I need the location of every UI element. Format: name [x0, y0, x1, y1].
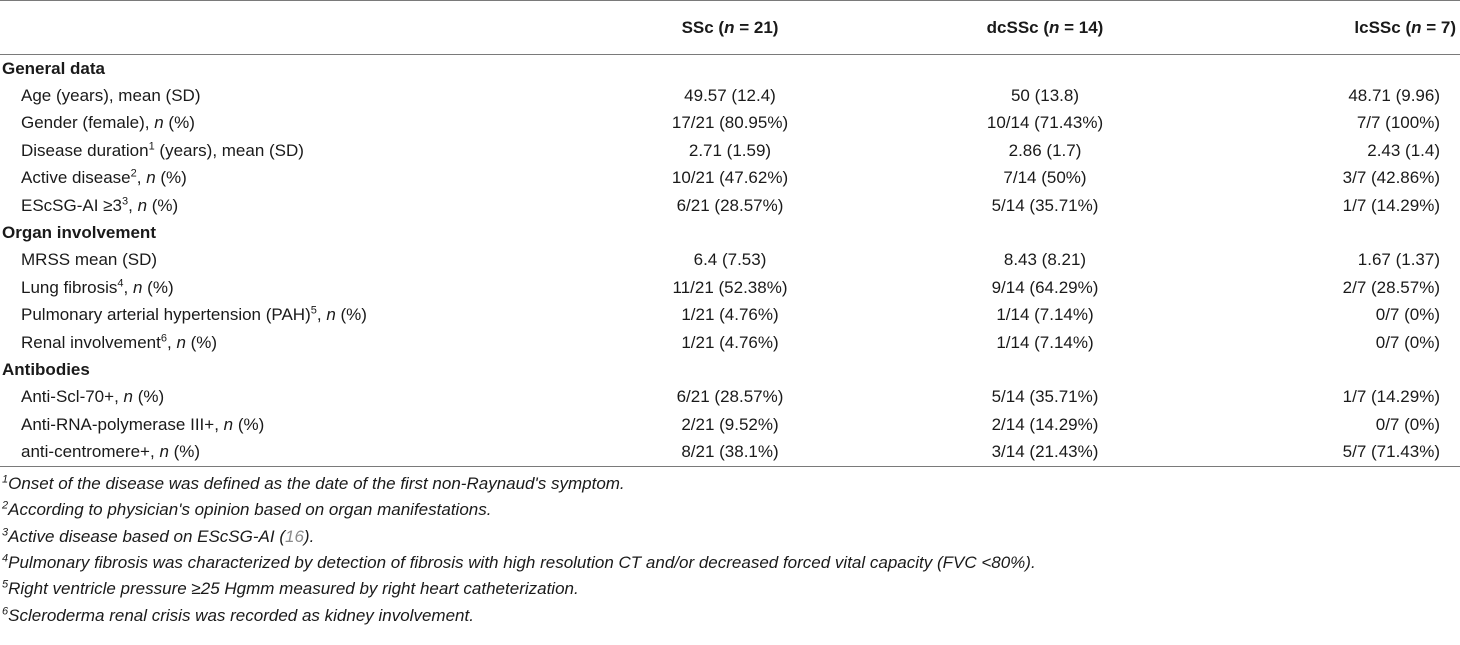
- cell-ssc: 11/21 (52.38%): [672, 277, 788, 297]
- footnote: $^1$Onset of the disease was defined as the date of the first non-Raynaud's symptom.: [2, 473, 625, 493]
- table-row: [0, 82, 1460, 109]
- cell-lcssc: 7/7 (100%): [1356, 113, 1440, 133]
- cell-lcssc: 1/7 (14.29%): [1342, 387, 1440, 407]
- header-dcssc: dcSSc (n = 14): [860, 1, 1160, 55]
- header-empty: [0, 1, 560, 55]
- footnotes: [0, 467, 1460, 629]
- cell-dcssc: 50 (13.8): [1010, 86, 1080, 106]
- table-row: [0, 329, 1460, 356]
- cell-lcssc: 3/7 (42.86%): [1342, 168, 1440, 188]
- row-label: MRSS mean (SD): [21, 250, 158, 270]
- cell-dcssc: 7/14 (50%): [1003, 168, 1087, 188]
- cell-dcssc: 3/14 (21.43%): [860, 438, 1160, 466]
- cell-dcssc: 1/14 (7.14%): [996, 332, 1094, 352]
- cell-ssc: 10/21 (47.62%): [671, 168, 789, 188]
- header-ssc: SSc (n = 21): [560, 1, 860, 55]
- table-header: [0, 1, 1460, 55]
- cell-dcssc: 10/14 (71.43%): [986, 113, 1104, 133]
- cell-ssc: 6.4 (7.53): [693, 250, 767, 270]
- cell-lcssc: 0/7 (0%): [1375, 332, 1440, 352]
- table-row: [0, 165, 1460, 192]
- table-row: [0, 302, 1460, 329]
- cell-ssc: 1/21 (4.76%): [681, 332, 779, 352]
- footnote: $^3$Active disease based on EScSG-AI (16).: [2, 525, 315, 546]
- cell-lcssc: 5/7 (71.43%): [1160, 438, 1460, 466]
- table-row: [0, 192, 1460, 219]
- cell-dcssc: 9/14 (64.29%): [991, 277, 1099, 297]
- section-title: Antibodies: [2, 359, 90, 379]
- cell-dcssc: 2.86 (1.7): [1008, 140, 1082, 160]
- cell-lcssc: 0/7 (0%): [1375, 414, 1440, 434]
- cell-dcssc: 2/14 (14.29%): [991, 414, 1099, 434]
- cell-ssc: 6/21 (28.57%): [676, 195, 784, 215]
- row-label: EScSG-AI $\ge 3^3$, n (%): [21, 194, 179, 215]
- row-label: Anti-Scl-70+, n (%): [21, 387, 165, 407]
- cell-ssc: 6/21 (28.57%): [676, 387, 784, 407]
- footnote: $^2$According to physician's opinion based on organ manifestations.: [2, 499, 492, 520]
- footnote: $^4$Pulmonary fibrosis was characterized by detection of fibrosis with high resolution CT and/or decreased forced vital capacity (FVC <80%).: [2, 552, 1036, 573]
- table-row: [0, 274, 1460, 301]
- cell-dcssc: 8.43 (8.21): [1003, 250, 1087, 270]
- cell-ssc: 8/21 (38.1%): [560, 438, 860, 466]
- cell-ssc: 49.57 (12.4): [684, 86, 776, 106]
- table-row: [0, 384, 1460, 411]
- row-label: Anti-RNA-polymerase III+, n (%): [21, 414, 265, 434]
- table-row: [0, 110, 1460, 137]
- table-row: [0, 247, 1460, 274]
- row-label: Renal involvement$^6$, n (%): [21, 331, 218, 352]
- cell-ssc: 17/21 (80.95%): [671, 113, 789, 133]
- section-title: Organ involvement: [2, 223, 156, 243]
- cell-lcssc: 1.67 (1.37): [1357, 250, 1440, 270]
- cell-lcssc: 1/7 (14.29%): [1342, 195, 1440, 215]
- cell-ssc: 1/21 (4.76%): [681, 305, 779, 325]
- row-label: Age (years), mean (SD): [21, 86, 201, 106]
- row-label: Active disease$^2$, n (%): [21, 167, 187, 188]
- cell-lcssc: 48.71 (9.96): [1348, 86, 1440, 106]
- cell-dcssc: 5/14 (35.71%): [991, 387, 1099, 407]
- row-label: Disease duration$^1$ (years), mean (SD): [21, 140, 304, 160]
- row-label: Pulmonary arterial hypertension (PAH)$^5$, n (%): [21, 304, 367, 325]
- table-row: [0, 137, 1460, 164]
- table-body: [0, 55, 1460, 467]
- row-label: anti-centromere+, n (%): [0, 438, 560, 466]
- cell-dcssc: 5/14 (35.71%): [991, 195, 1099, 215]
- row-label: Gender (female), n (%): [21, 113, 195, 133]
- row-label: Lung fibrosis$^4$, n (%): [21, 277, 174, 297]
- table-row: [0, 438, 1460, 466]
- cell-lcssc: 2/7 (28.57%): [1342, 277, 1440, 297]
- footnote: $^6$Scleroderma renal crisis was recorded as kidney involvement.: [2, 605, 474, 625]
- cell-lcssc: 0/7 (0%): [1375, 305, 1440, 325]
- footnote: $^5$Right ventricle pressure ≥25 Hgmm measured by right heart catheterization.: [2, 578, 579, 599]
- table-row: [0, 411, 1460, 438]
- header-lcssc: lcSSc (n = 7): [1160, 1, 1460, 55]
- cell-lcssc: 2.43 (1.4): [1367, 140, 1440, 160]
- section-title: General data: [2, 58, 105, 78]
- cell-ssc: 2.71 (1.59): [688, 140, 772, 160]
- cell-ssc: 2/21 (9.52%): [681, 414, 779, 434]
- cell-dcssc: 1/14 (7.14%): [996, 305, 1094, 325]
